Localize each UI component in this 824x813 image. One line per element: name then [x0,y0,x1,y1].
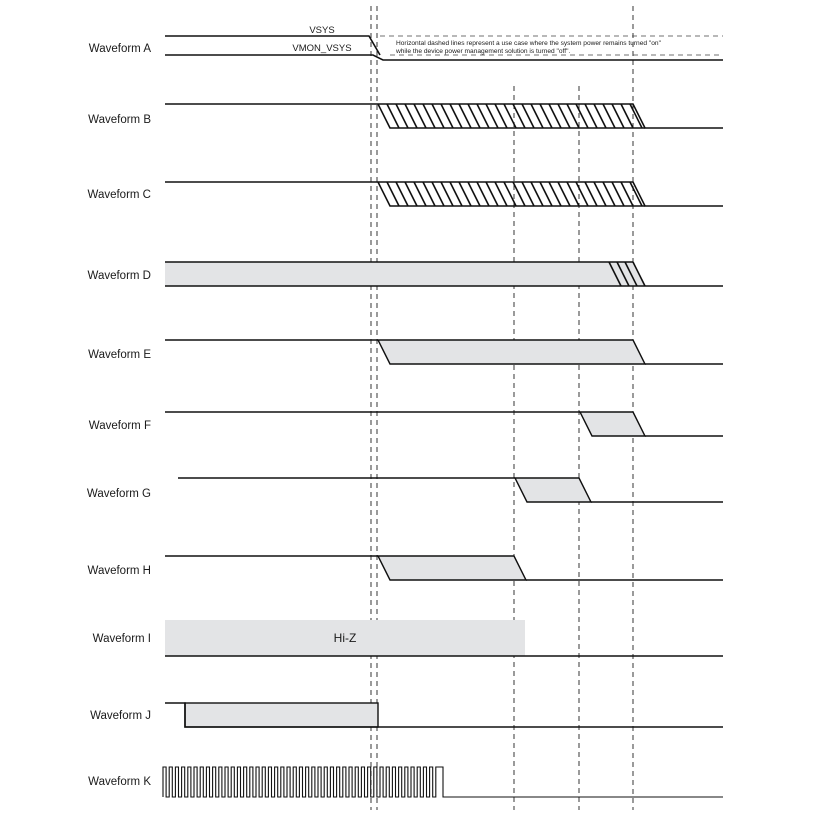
waveform-label-e: Waveform E [88,349,151,361]
waveform-e-pulse [378,340,645,364]
waveform-c-hatch [387,182,642,206]
waveform-k-clock [163,767,723,797]
waveform-label-a: Waveform A [88,43,151,55]
timing-guides [371,6,633,810]
waveform-label-k: Waveform K [88,776,151,788]
waveform-g [178,478,723,502]
waveform-a [165,25,723,60]
waveform-label-c: Waveform C [87,189,151,201]
waveform-c-trace [165,182,723,206]
waveform-label-d: Waveform D [87,270,151,282]
waveform-labels [87,43,151,788]
waveform-j-pulse [185,703,378,727]
waveform-label-i: Waveform I [92,633,151,645]
waveform-label-j: Waveform J [90,710,151,722]
waveform-label-f: Waveform F [88,420,151,432]
waveform-c [165,182,723,206]
waveform-label-g: Waveform G [86,488,151,500]
hi-z-label: Hi-Z [333,631,357,645]
waveform-k [163,767,723,797]
vmon-vsys-trace [165,55,723,60]
power-note-line-1: Horizontal dashed lines represent a use case where the system power remains turned "on" [396,40,661,47]
waveform-b-trace [165,104,723,128]
waveform-h-pulse [378,556,526,580]
vmon-vsys-label: VMON_VSYS [292,43,352,54]
waveform-f-pulse [580,412,645,436]
power-note-line-2: while the device power management solution is turned "off". [396,48,571,55]
waveform-i [165,620,723,656]
vsys-label: VSYS [309,25,335,36]
waveform-d-fill [165,262,645,286]
waveform-label-h: Waveform H [87,565,151,577]
waveform-d [165,262,723,286]
waveform-f [165,412,723,436]
waveform-e [165,340,723,364]
waveform-g-pulse [515,478,591,502]
waveform-j [165,703,723,727]
waveform-b [165,104,723,128]
waveform-label-b: Waveform B [88,114,151,126]
waveform-b-hatch [387,104,642,128]
waveform-h [165,556,723,580]
